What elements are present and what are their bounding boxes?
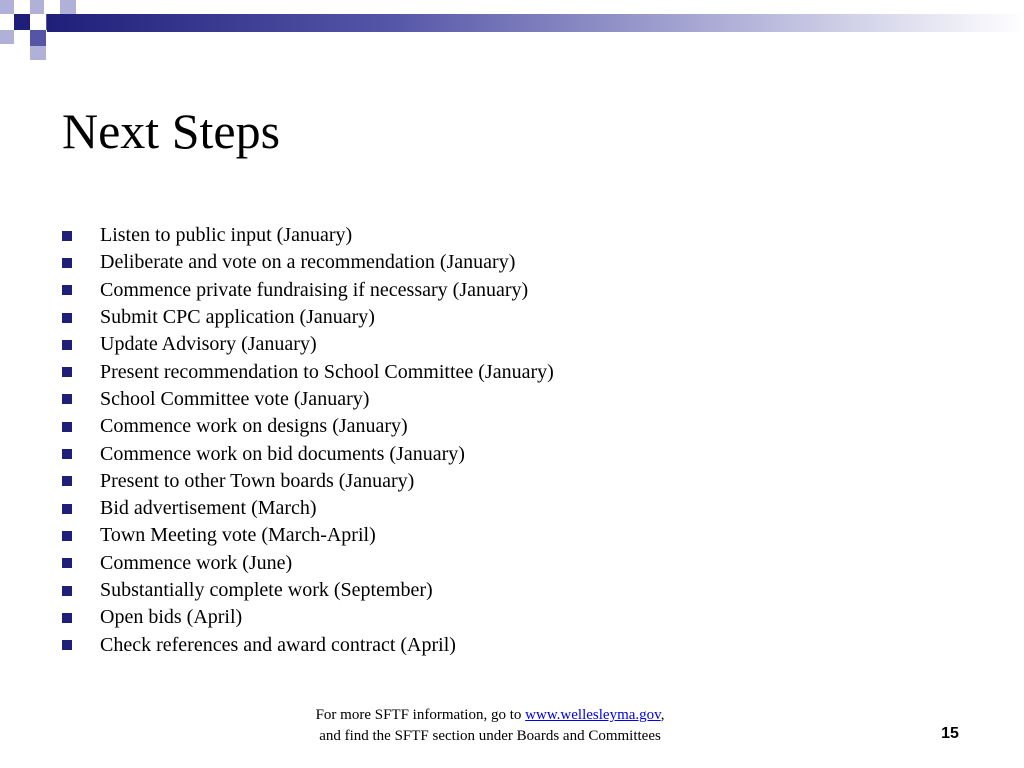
bullet-item bbox=[62, 304, 554, 331]
bullet-text: Present to other Town boards (January) bbox=[100, 469, 415, 492]
bullet-text: Commence work on bid documents (January) bbox=[100, 442, 465, 465]
bullet-item bbox=[62, 604, 554, 631]
bullet-item bbox=[62, 631, 554, 658]
bullet-text: Commence work (June) bbox=[100, 551, 293, 574]
square-bullet-icon bbox=[62, 531, 72, 541]
bullet-text: Present recommendation to School Committee (January) bbox=[100, 360, 554, 383]
bullet-text: Check references and award contract (April) bbox=[100, 633, 456, 656]
bullet-item bbox=[62, 386, 554, 413]
header-decoration-square bbox=[0, 0, 14, 14]
square-bullet-icon bbox=[62, 558, 72, 568]
bullet-item bbox=[62, 277, 554, 304]
bullet-text: School Committee vote (January) bbox=[100, 387, 370, 410]
footer-line2: and find the SFTF section under Boards and Committees bbox=[319, 728, 661, 744]
square-bullet-icon bbox=[62, 285, 72, 295]
bullet-text: Listen to public input (January) bbox=[100, 224, 353, 247]
header-decoration-square bbox=[0, 30, 14, 44]
page-title: Next Steps bbox=[62, 103, 281, 159]
square-bullet-icon bbox=[62, 258, 72, 268]
footer-note bbox=[230, 705, 750, 747]
bullet-item bbox=[62, 440, 554, 467]
square-bullet-icon bbox=[62, 449, 72, 459]
bullet-item bbox=[62, 222, 554, 249]
bullet-item bbox=[62, 522, 554, 549]
header-decoration-square bbox=[30, 30, 46, 46]
bullet-text: Commence private fundraising if necessary (January) bbox=[100, 278, 529, 301]
square-bullet-icon bbox=[62, 476, 72, 486]
square-bullet-icon bbox=[62, 586, 72, 596]
bullet-text: Update Advisory (January) bbox=[100, 333, 317, 356]
square-bullet-icon bbox=[62, 422, 72, 432]
bullet-list bbox=[62, 222, 554, 659]
bullet-item bbox=[62, 550, 554, 577]
slide-number: 15 bbox=[941, 725, 959, 742]
bullet-item bbox=[62, 577, 554, 604]
header-decoration-square bbox=[30, 0, 44, 14]
square-bullet-icon bbox=[62, 367, 72, 377]
bullet-item bbox=[62, 358, 554, 385]
bullet-text: Open bids (April) bbox=[100, 606, 243, 629]
bullet-text: Deliberate and vote on a recommendation (January) bbox=[100, 251, 516, 274]
bullet-item bbox=[62, 468, 554, 495]
footer-suffix: , bbox=[660, 707, 665, 723]
bullet-item bbox=[62, 331, 554, 358]
bullet-text: Commence work on designs (January) bbox=[100, 415, 408, 438]
website-link[interactable]: www.wellesleyma.gov bbox=[525, 707, 661, 723]
bullet-text: Submit CPC application (January) bbox=[100, 306, 375, 329]
bullet-text: Town Meeting vote (March-April) bbox=[100, 524, 376, 547]
square-bullet-icon bbox=[62, 504, 72, 514]
footer-prefix: For more SFTF information, go to bbox=[315, 707, 526, 723]
bullet-item bbox=[62, 249, 554, 276]
square-bullet-icon bbox=[62, 231, 72, 241]
header-gradient-bar bbox=[47, 14, 1024, 32]
square-bullet-icon bbox=[62, 613, 72, 623]
bullet-text: Substantially complete work (September) bbox=[100, 579, 433, 601]
square-bullet-icon bbox=[62, 313, 72, 323]
square-bullet-icon bbox=[62, 340, 72, 350]
bullet-text: Bid advertisement (March) bbox=[100, 497, 317, 520]
bullet-item bbox=[62, 413, 554, 440]
bullet-item bbox=[62, 495, 554, 522]
square-bullet-icon bbox=[62, 394, 72, 404]
square-bullet-icon bbox=[62, 640, 72, 650]
header-decoration-square bbox=[14, 14, 30, 30]
header-decoration-square bbox=[30, 46, 46, 60]
